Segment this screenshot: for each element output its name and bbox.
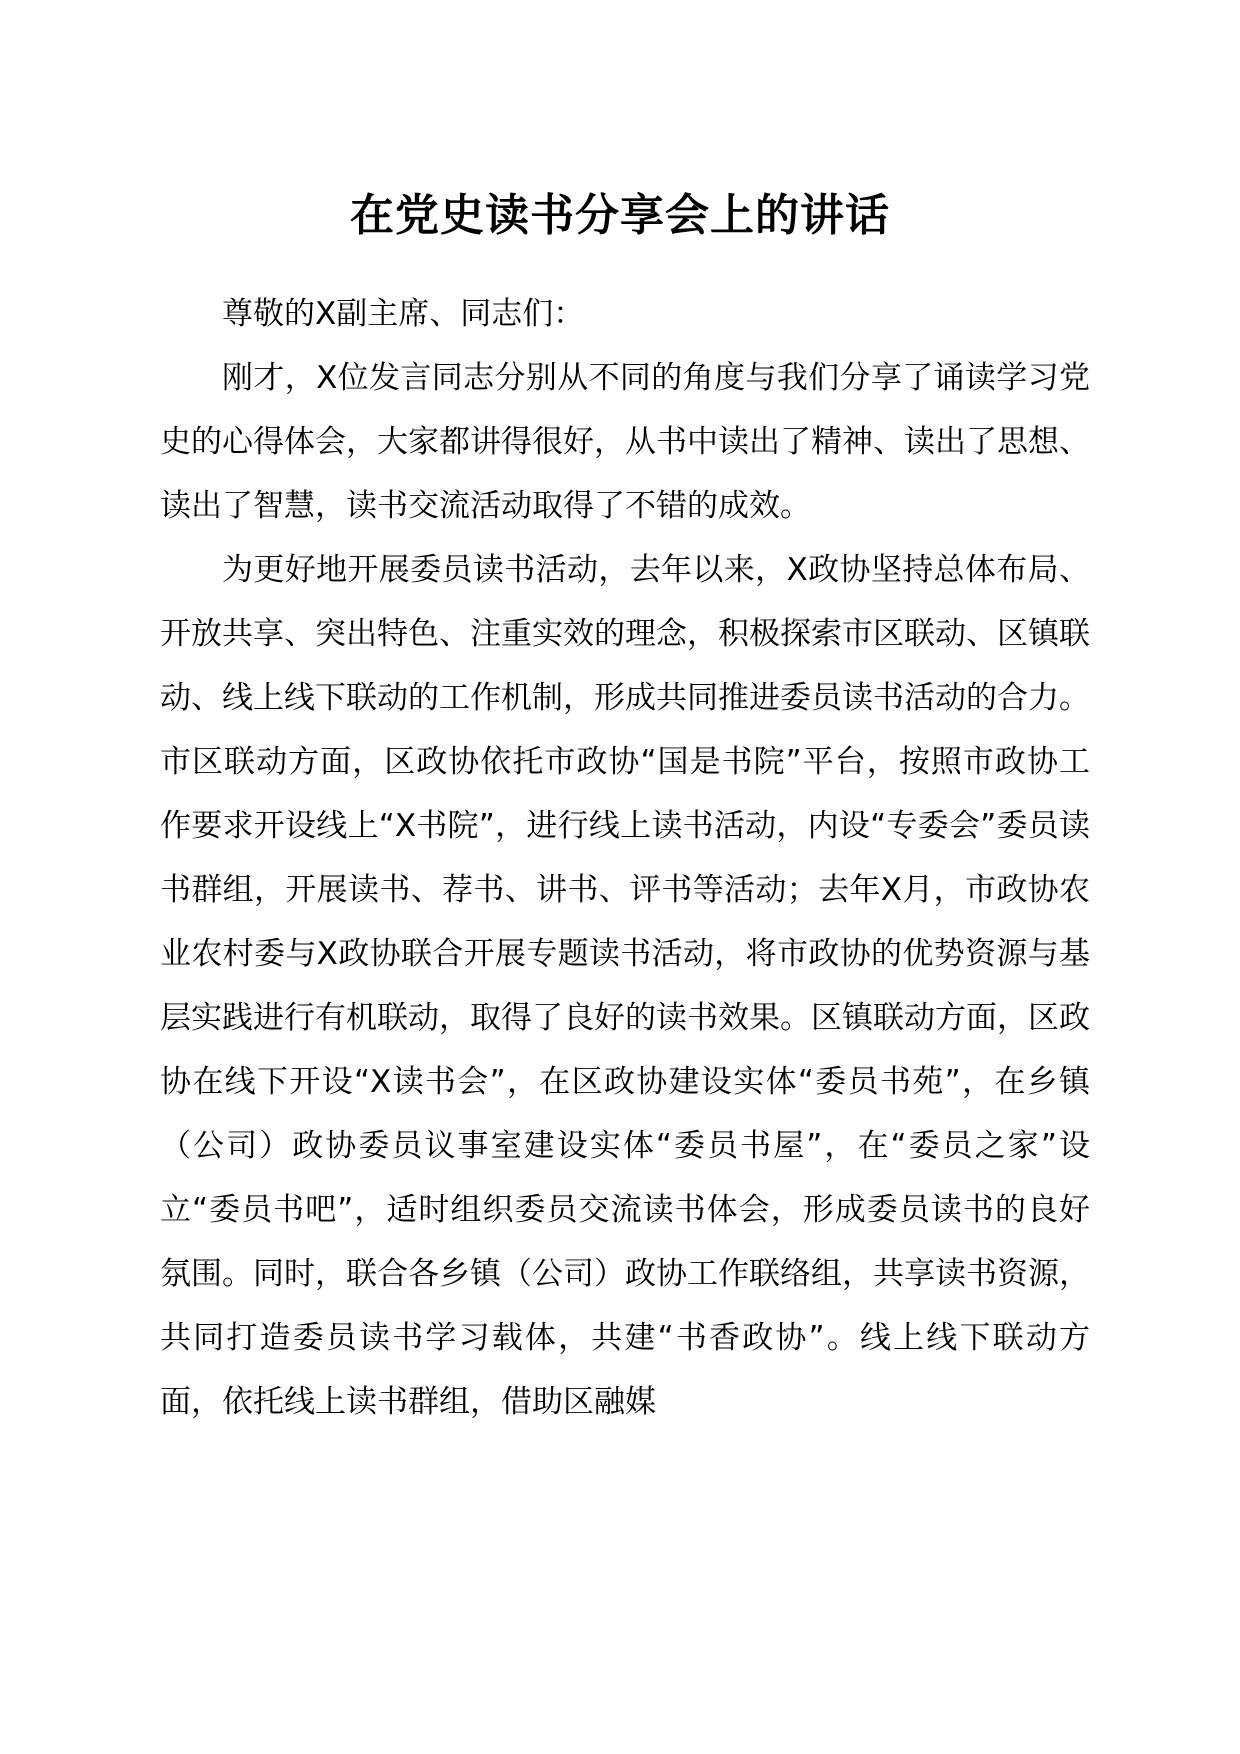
paragraph-2: 为更好地开展委员读书活动，去年以来，X政协坚持总体布局、开放共享、突出特色、注重实效的理念，积极探索市区联动、区镇联动、线上线下联动的工作机制，形成共同推进委员读书活动的合力。市区联动方面，区政协依托市政协“国是书院”平台，按照市政协工作要求开设线上“X书院”，进行线上读书活动，内设“专委会”委员读书群组，开展读书、荐书、讲书、评书等活动；去年X月，市政协农业农村委与X政协联合开展专题读书活动，将市政协的优势资源与基层实践进行有机联动，取得了良好的读书效果。区镇联动方面，区政协在线下开设“X读书会”，在区政协建设实体“委员书苑”，在乡镇（公司）政协委员议事室建设实体“委员书屋”，在“委员之家”设立“委员书吧”，适时组织委员交流读书体会，形成委员读书的良好氛围。同时，联合各乡镇（公司）政协工作联络组，共享读书资源，共同打造委员读书学习载体，共建“书香政协”。线上线下联动方面，依托线上读书群组，借助区融媒 [160,552,1090,1420]
salutation: 尊敬的X副主席、同志们： [222,296,585,332]
document-body [160,282,1090,1434]
paragraph-1: 刚才，X位发言同志分别从不同的角度与我们分享了诵读学习党史的心得体会，大家都讲得很好，从书中读出了精神、读出了思想、读出了智慧，读书交流活动取得了不错的成效。 [160,360,1090,524]
document-title: 在党史读书分享会上的讲话 [350,190,890,241]
